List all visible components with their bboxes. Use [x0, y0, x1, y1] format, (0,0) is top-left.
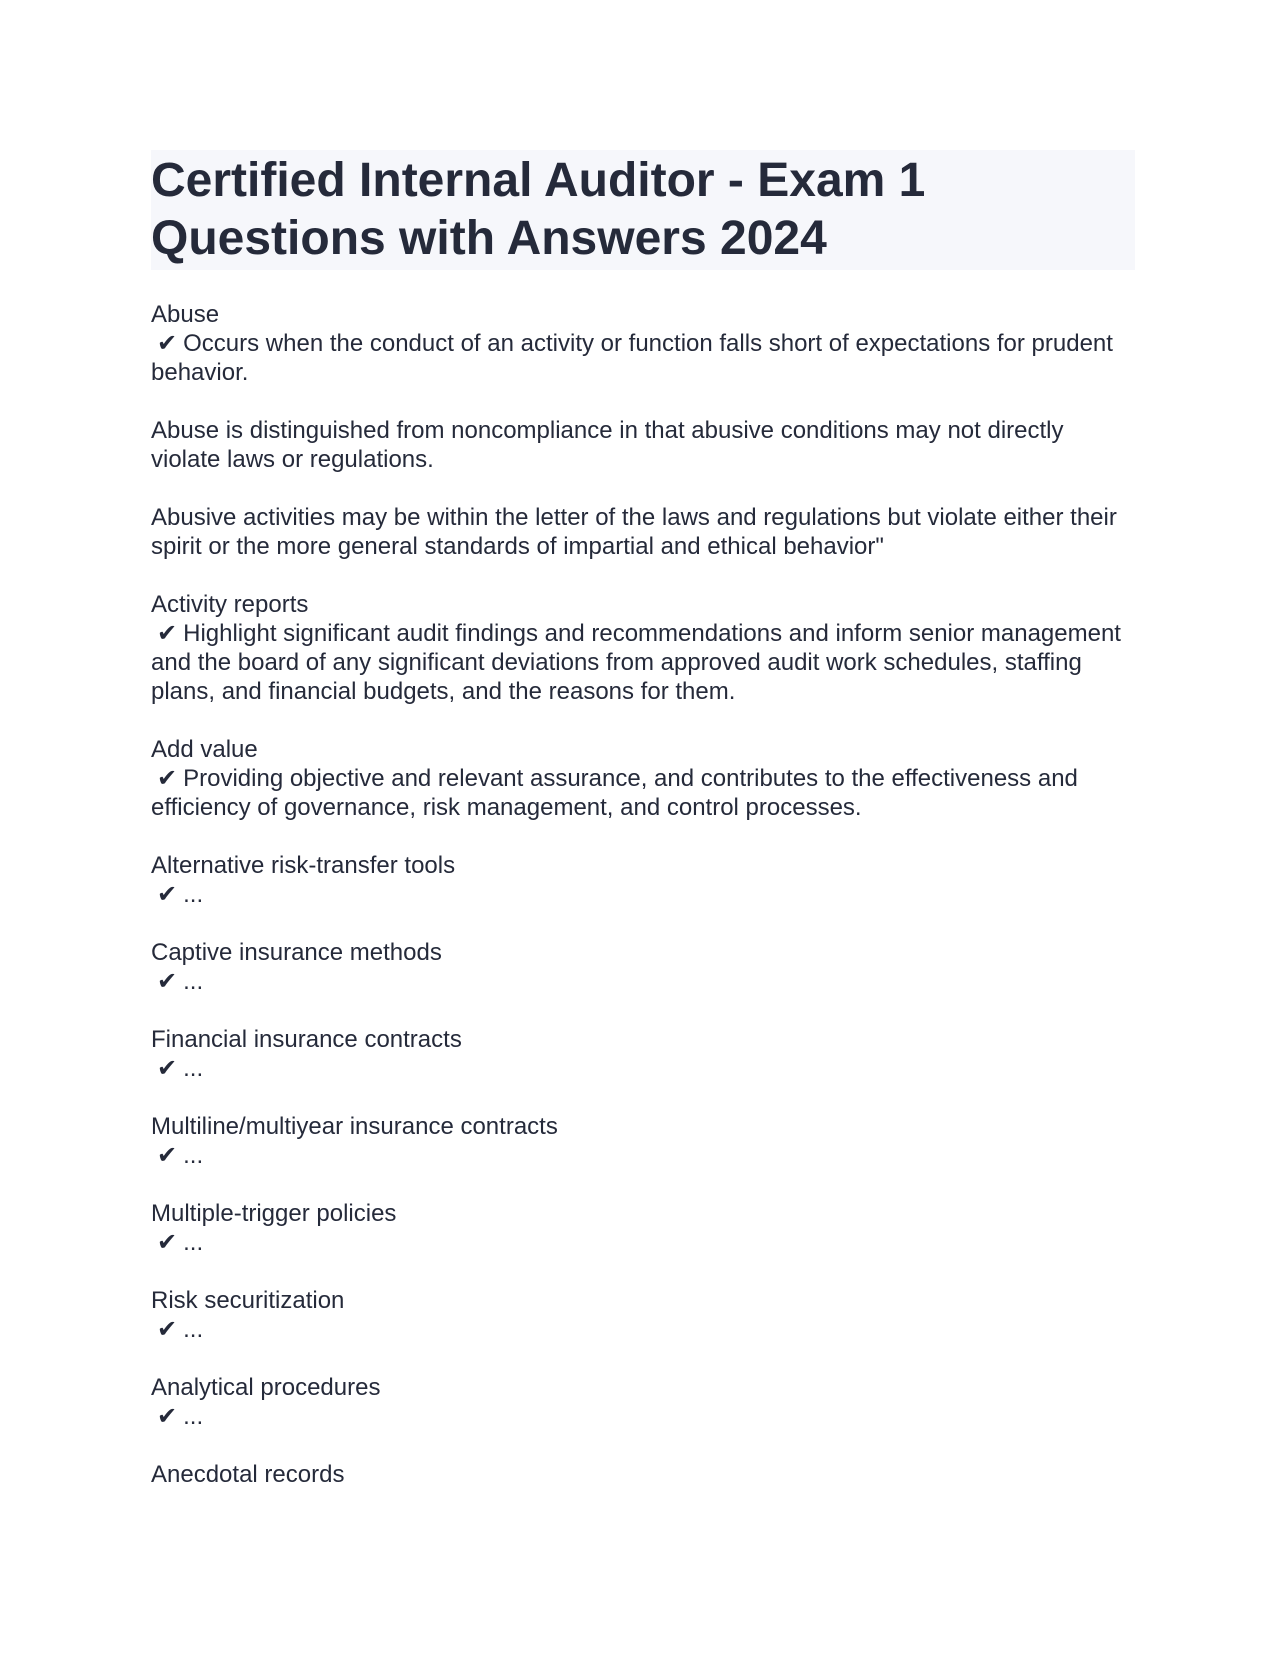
title-block: [151, 150, 1135, 270]
answer-text: ...: [183, 968, 204, 995]
title-line-2: Questions with Answers 2024: [151, 212, 827, 265]
answer-text: ...: [183, 1403, 204, 1430]
answer: [151, 1054, 1135, 1083]
document-page: [151, 150, 1135, 1518]
qa-list: [151, 300, 1135, 1489]
checkmark-icon: ✔: [157, 968, 178, 995]
answer: [151, 1315, 1135, 1344]
checkmark-icon: ✔: [157, 1142, 178, 1169]
checkmark-icon: ✔: [157, 330, 178, 357]
answer-paragraph: Abuse is distinguished from noncompliance in that abusive conditions may not directly violate laws or regulations.: [151, 417, 1064, 473]
term: Abuse: [151, 301, 220, 328]
answer-text: ...: [183, 1229, 204, 1256]
qa-entry-risk-securitization: [151, 1286, 1135, 1344]
answer: [151, 329, 1135, 387]
checkmark-icon: ✔: [157, 765, 178, 792]
qa-entry-captive-insurance-methods: [151, 938, 1135, 996]
answer: [151, 1228, 1135, 1257]
qa-entry-abuse: [151, 300, 1135, 561]
term: Multiple-trigger policies: [151, 1200, 397, 1227]
title-line-1: Certified Internal Auditor - Exam 1: [151, 154, 926, 207]
term: Add value: [151, 736, 258, 763]
term: Anecdotal records: [151, 1461, 345, 1488]
qa-entry-alternative-risk-transfer-tools: [151, 851, 1135, 909]
answer: [151, 1141, 1135, 1170]
answer-paragraph: Abusive activities may be within the letter of the laws and regulations but violate either their spirit or the more general standards of impartial and ethical behavior": [151, 504, 1117, 560]
term: Analytical procedures: [151, 1374, 381, 1401]
term: Activity reports: [151, 591, 309, 618]
term: Risk securitization: [151, 1287, 345, 1314]
qa-entry-financial-insurance-contracts: [151, 1025, 1135, 1083]
term: Captive insurance methods: [151, 939, 442, 966]
checkmark-icon: ✔: [157, 1316, 178, 1343]
answer-text: ...: [183, 1316, 204, 1343]
answer: [151, 619, 1135, 706]
term: Financial insurance contracts: [151, 1026, 462, 1053]
answer-text: Providing objective and relevant assurance, and contributes to the effectiveness and efficiency of governance, risk management, and control processes.: [151, 765, 1078, 821]
document-title: [151, 152, 1135, 268]
answer-text: ...: [183, 1142, 204, 1169]
qa-entry-add-value: [151, 735, 1135, 822]
checkmark-icon: ✔: [157, 1403, 178, 1430]
qa-entry-activity-reports: [151, 590, 1135, 706]
qa-entry-analytical-procedures: [151, 1373, 1135, 1431]
answer-text: Highlight significant audit findings and recommendations and inform senior management and the board of any significant deviations from approved audit work schedules, staffing plans, and financial budgets, and the reasons for them.: [151, 620, 1121, 705]
checkmark-icon: ✔: [157, 1055, 178, 1082]
answer: [151, 967, 1135, 996]
answer-text: Occurs when the conduct of an activity or function falls short of expectations for prudent behavior.: [151, 330, 1113, 386]
qa-entry-multiline-multiyear-insurance-contracts: [151, 1112, 1135, 1170]
term: Alternative risk-transfer tools: [151, 852, 456, 879]
answer-text: ...: [183, 881, 204, 908]
term: Multiline/multiyear insurance contracts: [151, 1113, 558, 1140]
checkmark-icon: ✔: [157, 620, 178, 647]
qa-entry-anecdotal-records: [151, 1460, 1135, 1489]
answer-text: ...: [183, 1055, 204, 1082]
qa-entry-multiple-trigger-policies: [151, 1199, 1135, 1257]
checkmark-icon: ✔: [157, 1229, 178, 1256]
answer: [151, 764, 1135, 822]
checkmark-icon: ✔: [157, 881, 178, 908]
answer: [151, 1402, 1135, 1431]
answer: [151, 880, 1135, 909]
